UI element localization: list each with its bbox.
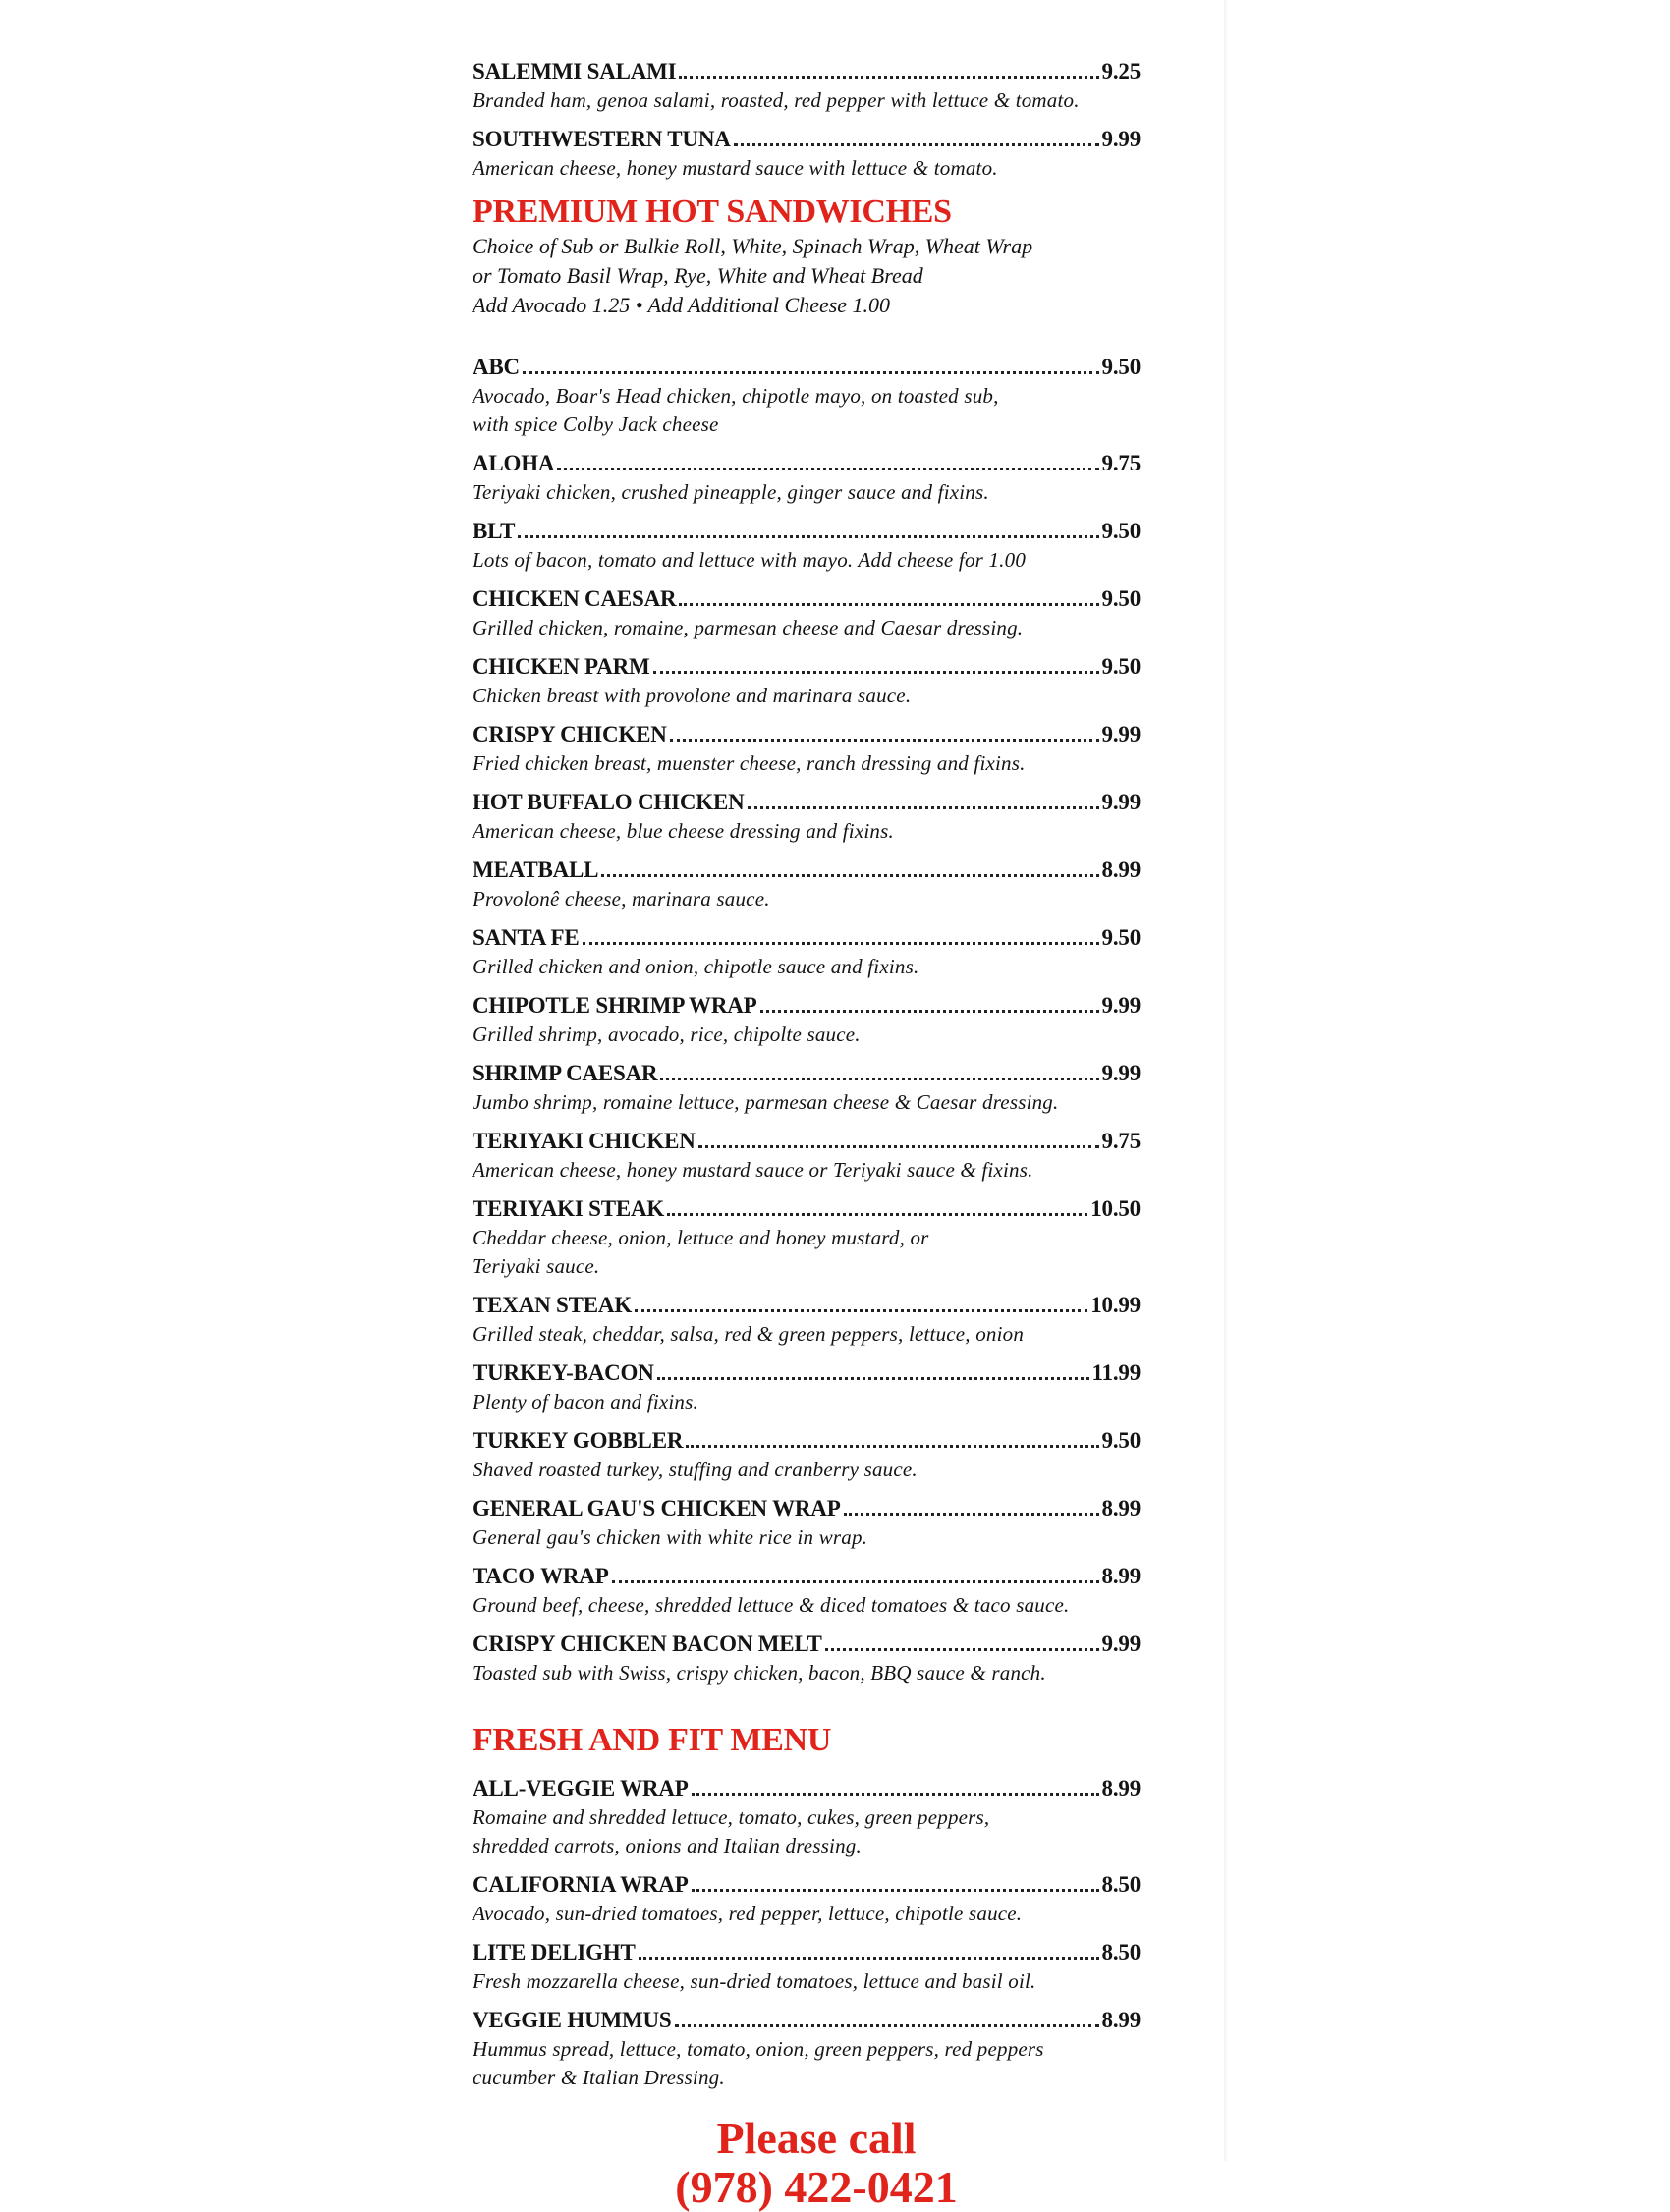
call-label: Please call <box>716 2113 917 2163</box>
menu-item-name: SOUTHWESTERN TUNA <box>473 127 731 151</box>
section-note-line: Add Avocado 1.25 • Add Additional Cheese 1.00 <box>473 293 891 317</box>
dot-leader <box>670 738 1099 742</box>
menu-item-name: BLT <box>473 519 516 543</box>
menu-item-description: Grilled shrimp, avocado, rice, chipolte sauce. <box>473 1023 861 1046</box>
dot-leader <box>844 1512 1099 1516</box>
menu-item-name: CRISPY CHICKEN <box>473 722 667 747</box>
menu-item-header <box>473 788 1141 817</box>
menu-item-description: General gau's chicken with white rice in wrap. <box>473 1525 868 1549</box>
menu-item-header <box>473 1494 1141 1523</box>
menu-item-header <box>473 1194 1141 1224</box>
menu-item-name: CALIFORNIA WRAP <box>473 1872 689 1897</box>
menu-item-name: HOT BUFFALO CHICKEN <box>473 790 745 814</box>
menu-item-price: 8.99 <box>1101 1776 1141 1800</box>
menu-item-description: Grilled chicken and onion, chipotle sauce and fixins. <box>473 955 919 978</box>
menu-item-header <box>473 1426 1141 1456</box>
menu-item-description: Provolonê cheese, marinara sauce. <box>473 887 770 911</box>
menu-page <box>473 57 1141 2212</box>
menu-item <box>473 1870 1141 1928</box>
menu-item-name: TURKEY-BACON <box>473 1360 654 1385</box>
menu-item-name: TURKEY GOBBLER <box>473 1428 684 1453</box>
menu-item <box>473 1630 1141 1687</box>
menu-item <box>473 1774 1141 1860</box>
menu-item-price: 8.99 <box>1101 2008 1141 2032</box>
menu-item-price: 9.99 <box>1101 722 1141 747</box>
menu-item <box>473 1494 1141 1552</box>
menu-item-name: CRISPY CHICKEN BACON MELT <box>473 1631 822 1656</box>
menu-item <box>473 856 1141 913</box>
menu-item-description: Grilled steak, cheddar, salsa, red & green peppers, lettuce, onion <box>473 1322 1025 1346</box>
menu-item <box>473 57 1141 115</box>
menu-item-header <box>473 517 1141 546</box>
menu-item-header <box>473 923 1141 953</box>
premium-items-list <box>473 353 1141 1687</box>
menu-item <box>473 1358 1141 1416</box>
menu-item <box>473 2006 1141 2092</box>
menu-item-description: Avocado, sun-dried tomatoes, red pepper, lettuce, chipotle sauce. <box>473 1902 1023 1925</box>
dot-leader <box>660 1077 1098 1080</box>
menu-item <box>473 1059 1141 1117</box>
menu-item-name: TEXAN STEAK <box>473 1293 633 1317</box>
menu-item-header <box>473 1630 1141 1659</box>
menu-item-header <box>473 1870 1141 1900</box>
dot-leader <box>518 534 1098 538</box>
dot-leader <box>679 75 1098 79</box>
dot-leader <box>686 1444 1098 1448</box>
menu-item-price: 8.99 <box>1101 1564 1141 1588</box>
menu-item-header <box>473 1562 1141 1591</box>
menu-item-price: 10.99 <box>1090 1293 1141 1317</box>
menu-item-price: 9.50 <box>1101 925 1141 950</box>
menu-item-name: TACO WRAP <box>473 1564 609 1588</box>
menu-item-name: CHICKEN PARM <box>473 654 650 679</box>
menu-item-header <box>473 1059 1141 1088</box>
menu-item-description: Hummus spread, lettuce, tomato, onion, green peppers, red peppers <box>473 2037 1044 2061</box>
menu-item-name: CHIPOTLE SHRIMP WRAP <box>473 993 757 1018</box>
dot-leader <box>698 1144 1099 1148</box>
menu-item <box>473 1291 1141 1349</box>
menu-item-price: 9.50 <box>1101 519 1141 543</box>
section-note-line: Choice of Sub or Bulkie Roll, White, Spinach Wrap, Wheat Wrap <box>473 234 1033 258</box>
dot-leader <box>601 873 1098 877</box>
menu-item-price: 11.99 <box>1091 1360 1141 1385</box>
menu-item-price: 10.50 <box>1090 1196 1141 1221</box>
menu-item <box>473 1127 1141 1185</box>
menu-item <box>473 125 1141 183</box>
menu-item <box>473 1938 1141 1996</box>
menu-item-name: TERIYAKI CHICKEN <box>473 1129 696 1153</box>
menu-item-name: ALL-VEGGIE WRAP <box>473 1776 689 1800</box>
menu-item <box>473 1426 1141 1484</box>
fresh-section-title: FRESH AND FIT MENU <box>473 1722 832 1758</box>
menu-item <box>473 1194 1141 1281</box>
menu-item-description: Teriyaki sauce. <box>473 1254 600 1278</box>
menu-item <box>473 991 1141 1049</box>
menu-item-price: 9.75 <box>1101 1129 1141 1153</box>
menu-item-description: American cheese, honey mustard sauce with lettuce & tomato. <box>473 156 998 180</box>
menu-item-header <box>473 1938 1141 1967</box>
scan-edge-shadow <box>1224 0 1228 2161</box>
menu-item-price: 8.99 <box>1101 1496 1141 1521</box>
menu-item-description: Avocado, Boar's Head chicken, chipotle mayo, on toasted sub, <box>473 384 999 408</box>
menu-item-name: GENERAL GAU'S CHICKEN WRAP <box>473 1496 841 1521</box>
menu-item-description: Lots of bacon, tomato and lettuce with mayo. Add cheese for 1.00 <box>473 548 1027 572</box>
menu-item-price: 9.99 <box>1101 993 1141 1018</box>
menu-item <box>473 449 1141 507</box>
dot-leader <box>653 670 1099 674</box>
section-note-line: or Tomato Basil Wrap, Rye, White and Wheat Bread <box>473 263 923 288</box>
menu-item-price: 9.50 <box>1101 355 1141 379</box>
dot-leader <box>639 1956 1099 1960</box>
menu-item-header <box>473 2006 1141 2035</box>
menu-item-price: 8.50 <box>1101 1872 1141 1897</box>
dot-leader <box>557 467 1098 470</box>
menu-item-price: 9.99 <box>1101 127 1141 151</box>
menu-item-description: shredded carrots, onions and Italian dressing. <box>473 1834 862 1857</box>
call-block <box>473 2114 1141 2212</box>
dot-leader <box>675 2023 1099 2027</box>
menu-item-description: Ground beef, cheese, shredded lettuce & diced tomatoes & taco sauce. <box>473 1593 1070 1617</box>
top-items-list <box>473 57 1141 183</box>
menu-item <box>473 720 1141 778</box>
menu-item-header <box>473 449 1141 478</box>
menu-item-description: Shaved roasted turkey, stuffing and cranberry sauce. <box>473 1458 918 1481</box>
menu-item-price: 9.99 <box>1101 790 1141 814</box>
premium-section-title: PREMIUM HOT SANDWICHES <box>473 194 952 230</box>
menu-item-name: VEGGIE HUMMUS <box>473 2008 672 2032</box>
menu-item-description: Chicken breast with provolone and marinara sauce. <box>473 684 912 707</box>
menu-item-description: Grilled chicken, romaine, parmesan cheese and Caesar dressing. <box>473 616 1024 639</box>
menu-item-header <box>473 1774 1141 1803</box>
menu-item-header <box>473 353 1141 382</box>
dot-leader <box>583 941 1099 945</box>
dot-leader <box>635 1308 1087 1312</box>
menu-item-description: with spice Colby Jack cheese <box>473 413 719 436</box>
dot-leader <box>760 1009 1099 1013</box>
menu-item-description: American cheese, blue cheese dressing and fixins. <box>473 819 894 843</box>
phone-number: (978) 422-0421 <box>675 2162 958 2212</box>
dot-leader <box>734 142 1099 146</box>
menu-item-description: Plenty of bacon and fixins. <box>473 1390 698 1413</box>
menu-item-price: 9.50 <box>1101 654 1141 679</box>
menu-item-header <box>473 991 1141 1021</box>
premium-section-notes <box>473 232 1141 320</box>
dot-leader <box>523 370 1099 374</box>
spacer <box>473 1760 1141 1774</box>
menu-item-header <box>473 856 1141 885</box>
menu-item-price: 9.50 <box>1101 586 1141 611</box>
menu-item-price: 8.99 <box>1101 857 1141 882</box>
dot-leader <box>657 1376 1089 1380</box>
dot-leader <box>679 602 1098 606</box>
menu-item-name: TERIYAKI STEAK <box>473 1196 665 1221</box>
menu-item-name: ALOHA <box>473 451 555 475</box>
dot-leader <box>667 1212 1087 1216</box>
menu-item-name: SALEMMI SALAMI <box>473 59 677 83</box>
fresh-items-list <box>473 1774 1141 2092</box>
dot-leader <box>748 805 1099 809</box>
menu-item-header <box>473 1291 1141 1320</box>
menu-item-header <box>473 1358 1141 1388</box>
menu-item <box>473 353 1141 439</box>
spacer <box>473 320 1141 353</box>
menu-item-name: ABC <box>473 355 520 379</box>
menu-item <box>473 584 1141 642</box>
menu-item <box>473 652 1141 710</box>
menu-item-name: MEATBALL <box>473 857 599 882</box>
menu-item <box>473 517 1141 575</box>
menu-item-price: 9.99 <box>1101 1631 1141 1656</box>
menu-item-name: SANTA FE <box>473 925 580 950</box>
menu-item <box>473 1562 1141 1620</box>
menu-item <box>473 788 1141 846</box>
menu-item-description: American cheese, honey mustard sauce or Teriyaki sauce & fixins. <box>473 1158 1033 1182</box>
menu-item-name: LITE DELIGHT <box>473 1940 636 1964</box>
menu-item-price: 9.50 <box>1101 1428 1141 1453</box>
menu-item-description: Cheddar cheese, onion, lettuce and honey mustard, or <box>473 1226 929 1249</box>
menu-item-name: SHRIMP CAESAR <box>473 1061 658 1085</box>
menu-item-price: 9.75 <box>1101 451 1141 475</box>
menu-item <box>473 923 1141 981</box>
menu-item-header <box>473 125 1141 154</box>
menu-item-header <box>473 1127 1141 1156</box>
menu-item-header <box>473 720 1141 749</box>
menu-item-description: Romaine and shredded lettuce, tomato, cukes, green peppers, <box>473 1805 990 1829</box>
dot-leader <box>692 1792 1099 1796</box>
menu-item-description: Teriyaki chicken, crushed pineapple, ginger sauce and fixins. <box>473 480 989 504</box>
menu-item-price: 8.50 <box>1101 1940 1141 1964</box>
spacer <box>473 1697 1141 1711</box>
menu-item-description: Branded ham, genoa salami, roasted, red pepper with lettuce & tomato. <box>473 88 1080 112</box>
menu-item-description: Toasted sub with Swiss, crispy chicken, bacon, BBQ sauce & ranch. <box>473 1661 1046 1685</box>
menu-item-description: cucumber & Italian Dressing. <box>473 2066 725 2089</box>
dot-leader <box>825 1647 1099 1651</box>
menu-item-header <box>473 57 1141 86</box>
menu-item-header <box>473 652 1141 682</box>
menu-item-price: 9.25 <box>1101 59 1141 83</box>
menu-item-name: CHICKEN CAESAR <box>473 586 677 611</box>
menu-item-price: 9.99 <box>1101 1061 1141 1085</box>
menu-item-description: Jumbo shrimp, romaine lettuce, parmesan cheese & Caesar dressing. <box>473 1090 1059 1114</box>
menu-item-header <box>473 584 1141 614</box>
dot-leader <box>692 1888 1099 1892</box>
menu-item-description: Fresh mozzarella cheese, sun-dried tomatoes, lettuce and basil oil. <box>473 1969 1036 1993</box>
dot-leader <box>612 1579 1099 1583</box>
menu-item-description: Fried chicken breast, muenster cheese, ranch dressing and fixins. <box>473 751 1026 775</box>
